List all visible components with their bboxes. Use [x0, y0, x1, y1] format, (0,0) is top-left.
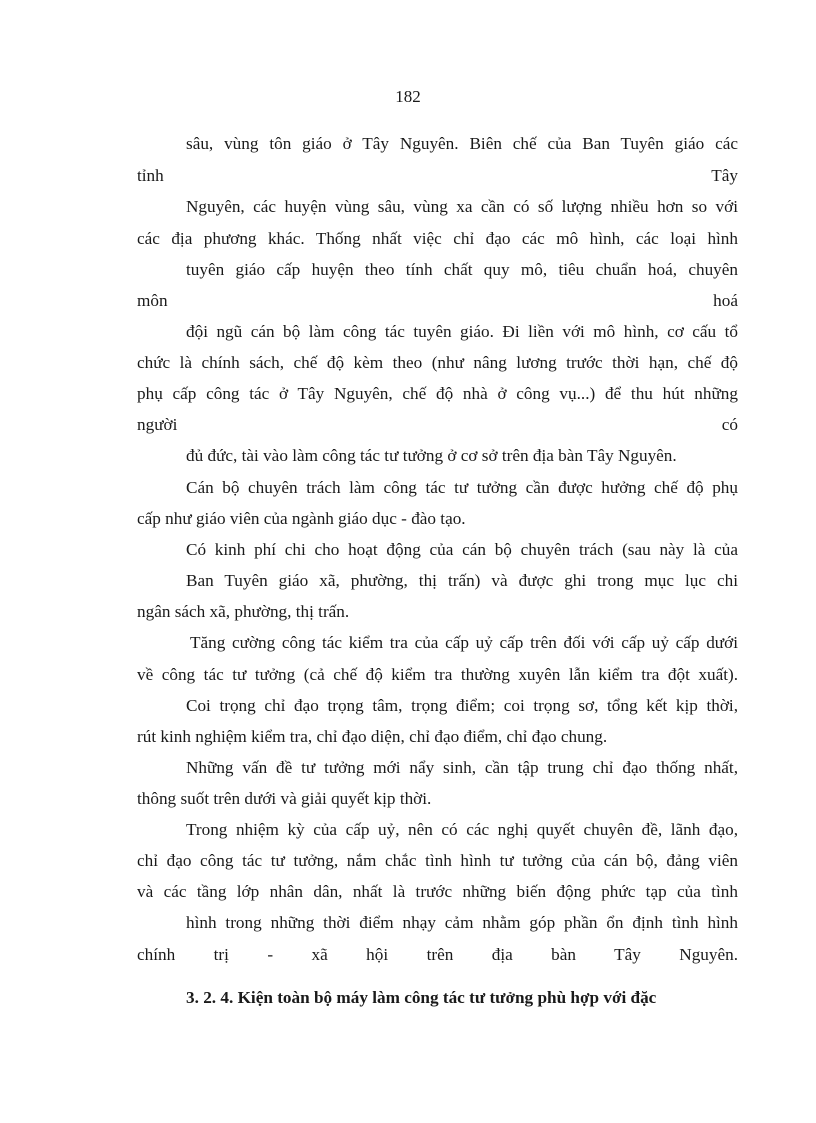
text-line: chính trị - xã hội trên địa bàn Tây Nguyên.	[137, 945, 738, 964]
text-line: chức là chính sách, chế độ kèm theo (như nâng lương trước thời hạn, chế độ	[137, 353, 738, 372]
text-line: về công tác tư tưởng (cả chế độ kiểm tra thường xuyên lẫn kiểm tra đột xuất).	[137, 665, 738, 684]
text-line: và các tầng lớp nhân dân, nhất là trước những biến động phức tạp của tình	[137, 882, 738, 901]
text-line: chỉ đạo công tác tư tưởng, nắm chắc tình hình tư tưởng của cán bộ, đảng viên	[137, 851, 738, 870]
text-line: Nguyên, các huyện vùng sâu, vùng xa cần có số lượng nhiều hơn so với	[186, 197, 738, 216]
text-line: cấp như giáo viên của ngành giáo dục - đào tạo.	[137, 509, 466, 528]
text-line: ngân sách xã, phường, thị trấn.	[137, 602, 350, 621]
section-heading: 3. 2. 4. Kiện toàn bộ máy làm công tác tư tưởng phù hợp với đặc	[186, 988, 657, 1007]
text-line: Ban Tuyên giáo xã, phường, thị trấn) và được ghi trong mục lục chi	[186, 571, 738, 590]
text-line: Những vấn đề tư tưởng mới nẩy sinh, cần tập trung chỉ đạo thống nhất,	[186, 758, 738, 777]
text-line: Cán bộ chuyên trách làm công tác tư tưởng cần được hưởng chế độ phụ	[186, 478, 738, 497]
text-line: Tây	[711, 166, 738, 185]
text-line: Tăng cường công tác kiểm tra của cấp uỷ cấp trên đối với cấp uỷ cấp dưới	[190, 633, 738, 652]
text-line: hình trong những thời điểm nhạy cảm nhằm góp phần ổn định tình hình	[186, 913, 738, 932]
text-line: thông suốt trên dưới và giải quyết kịp thời.	[137, 789, 432, 808]
text-line: tỉnh	[137, 166, 164, 185]
text-line: các địa phương khác. Thống nhất việc chỉ đạo các mô hình, các loại hình	[137, 229, 738, 248]
text-line: đủ đức, tài vào làm công tác tư tưởng ở cơ sở trên địa bàn Tây Nguyên.	[186, 446, 677, 465]
text-line: có	[721, 415, 738, 434]
text-line: hoá	[713, 291, 738, 310]
page-number: 182	[395, 87, 421, 106]
text-line: người	[137, 415, 178, 434]
text-line: rút kinh nghiệm kiểm tra, chỉ đạo diện, chỉ đạo điểm, chỉ đạo chung.	[137, 727, 608, 746]
text-line: sâu, vùng tôn giáo ở Tây Nguyên. Biên chế của Ban Tuyên giáo các	[186, 134, 738, 153]
text-line: Coi trọng chỉ đạo trọng tâm, trọng điểm; coi trọng sơ, tổng kết kịp thời,	[186, 696, 738, 715]
text-line: tuyên giáo cấp huyện theo tính chất quy mô, tiêu chuẩn hoá, chuyên	[186, 260, 738, 279]
text-line: Có kinh phí chi cho hoạt động của cán bộ chuyên trách (sau này là của	[186, 540, 738, 559]
text-line: môn	[137, 291, 168, 310]
text-line: Trong nhiệm kỳ của cấp uỷ, nên có các nghị quyết chuyên đề, lãnh đạo,	[186, 820, 738, 839]
text-line: phụ cấp công tác ở Tây Nguyên, chế độ nhà ở công vụ...) để thu hút những	[137, 384, 738, 403]
text-line: đội ngũ cán bộ làm công tác tuyên giáo. Đi liền với mô hình, cơ cấu tổ	[186, 322, 738, 341]
